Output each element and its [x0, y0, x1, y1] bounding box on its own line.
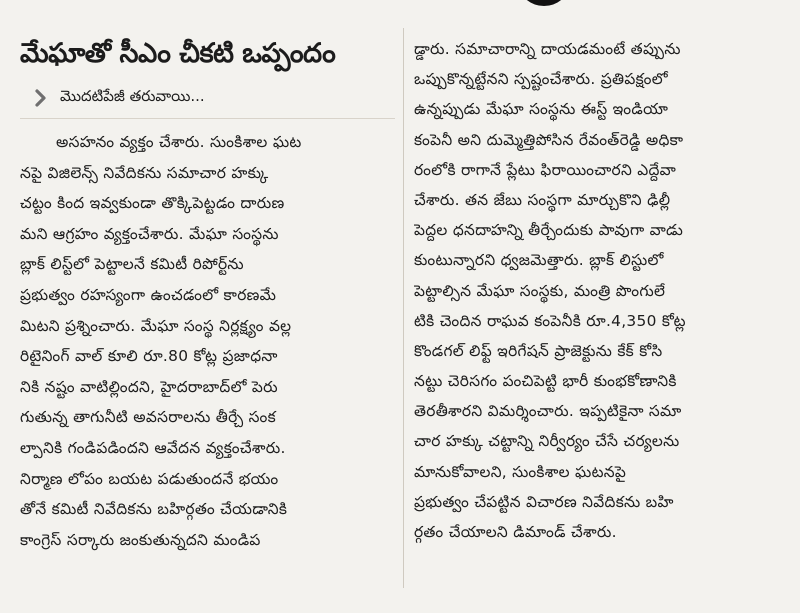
text-line: తెరతీశారని విమర్శించారు. ఇప్పటికైనా సమా: [414, 402, 682, 421]
column-divider: [403, 28, 404, 588]
text-line: చేశారు. తన జేబు సంస్థగా మార్చుకొని ఢిల్లీ: [414, 190, 671, 209]
text-line: రిటైనింగ్ వాల్ కూలి రూ.80 కోట్ల ప్రజాధనా: [20, 347, 278, 366]
text-line: టికి చెందిన రాఘవ కంపెనీకి రూ.4,350 కోట్ల: [414, 311, 686, 330]
text-line: బ్లాక్ లిస్ట్‌లో పెట్టాలనే కమిటీ రిపోర్ట్‌ను: [20, 255, 244, 274]
text-line: ప్రభుత్వం చేపట్టిన విచారణ నివేదికను బహి: [414, 492, 674, 511]
text-line: పెద్దల ధనదాహన్ని తీర్చేందుకు పావుగా వాడు: [414, 221, 684, 240]
continued-label: మొదటిపేజీ తరువాయి...: [60, 87, 205, 105]
text-line: కంపెనీ అని దుమ్మెత్తిపోసిన రేవంత్‌రెడ్డి అధికా: [414, 130, 684, 149]
text-line: ర్గతం చేయాలని డిమాండ్ చేశారు.: [414, 523, 617, 541]
text-line: ఒప్పుకొన్నట్టేనని స్పష్టంచేశారు. ప్రతిపక్షంలో: [414, 70, 668, 89]
text-line: కాంగ్రెస్ సర్కారు జంకుతున్నదని మండిప: [20, 530, 261, 549]
text-line: కుంటున్నారని ధ్వజమెత్తారు. బ్లాక్ లిస్టులో: [414, 251, 664, 270]
text-line: నిర్మాణ లోపం బయట పడుతుందనే భయం: [20, 469, 279, 488]
text-line: ల్పానికి గండిపడిందని ఆవేదన వ్యక్తంచేశారు.: [20, 438, 286, 457]
chevron-right-icon: [32, 89, 50, 107]
left-column: [20, 32, 395, 555]
text-line: ఉన్నప్పుడు మేఘా సంస్థను ఈస్ట్ ఇండియా: [414, 100, 669, 119]
text-line: కొండగల్ లిఫ్ట్ ఇరిగేషన్ ప్రాజెక్టును కేక్ కోసి: [414, 341, 663, 360]
text-line: మని ఆగ్రహం వ్యక్తంచేశారు. మేఘా సంస్థను: [20, 224, 279, 243]
text-line: అసహనం వ్యక్తం చేశారు. సుంకిశాల ఘట: [56, 133, 302, 151]
text-line: చార హక్కు చట్టాన్ని నిర్వీర్యం చేసే చర్యలను: [414, 432, 680, 451]
right-column-body: [414, 34, 782, 547]
text-line: మిటని ప్రశ్నించారు. మేఘా సంస్థ నిర్లక్ష్యం వల్ల: [20, 316, 292, 335]
text-line: గుతున్న తాగునీటి అవసరాలను తీర్చే సంక: [20, 408, 276, 427]
continued-from-front-page: [20, 80, 395, 116]
text-line: నపై విజిలెన్స్ నివేదికను సమాచార హక్కు: [20, 163, 269, 182]
right-column: [414, 34, 782, 547]
text-line: ప్రభుత్వం రహస్యంగా ఉంచడంలో కారణమే: [20, 285, 277, 304]
text-line: తోనే కమిటీ నివేదికను బహిర్గతం చేయడానికి: [20, 500, 288, 519]
left-column-body: [20, 127, 395, 555]
text-line: రంలోకి రాగానే ప్లేటు ఫిరాయించారని ఎద్దేవా: [414, 160, 677, 179]
article-headline: మేఘాతో సీఎం చీకటి ఒప్పందం: [20, 38, 336, 69]
text-line: మానుకోవాలని, సుంకిశాల ఘటనపై: [414, 462, 627, 481]
ink-blot-decoration: [520, 0, 568, 6]
text-line: డ్డారు. సమాచారాన్ని దాయడమంటే తప్పును: [414, 40, 681, 58]
text-line: చట్టం కింద ఇవ్వకుండా తొక్కిపెట్టడం దారుణ: [20, 194, 285, 213]
section-divider: [20, 118, 395, 119]
text-line: నికి నష్టం వాటిల్లిందని, హైదరాబాద్‌లో పెరు: [20, 377, 278, 396]
text-line: నట్టు చెరిసగం పంచిపెట్టి భారీ కుంభకోణానికి: [414, 372, 677, 391]
text-line: పెట్టాల్సిన మేఘా సంస్థకు, మంత్రి పొంగులే: [414, 281, 666, 300]
